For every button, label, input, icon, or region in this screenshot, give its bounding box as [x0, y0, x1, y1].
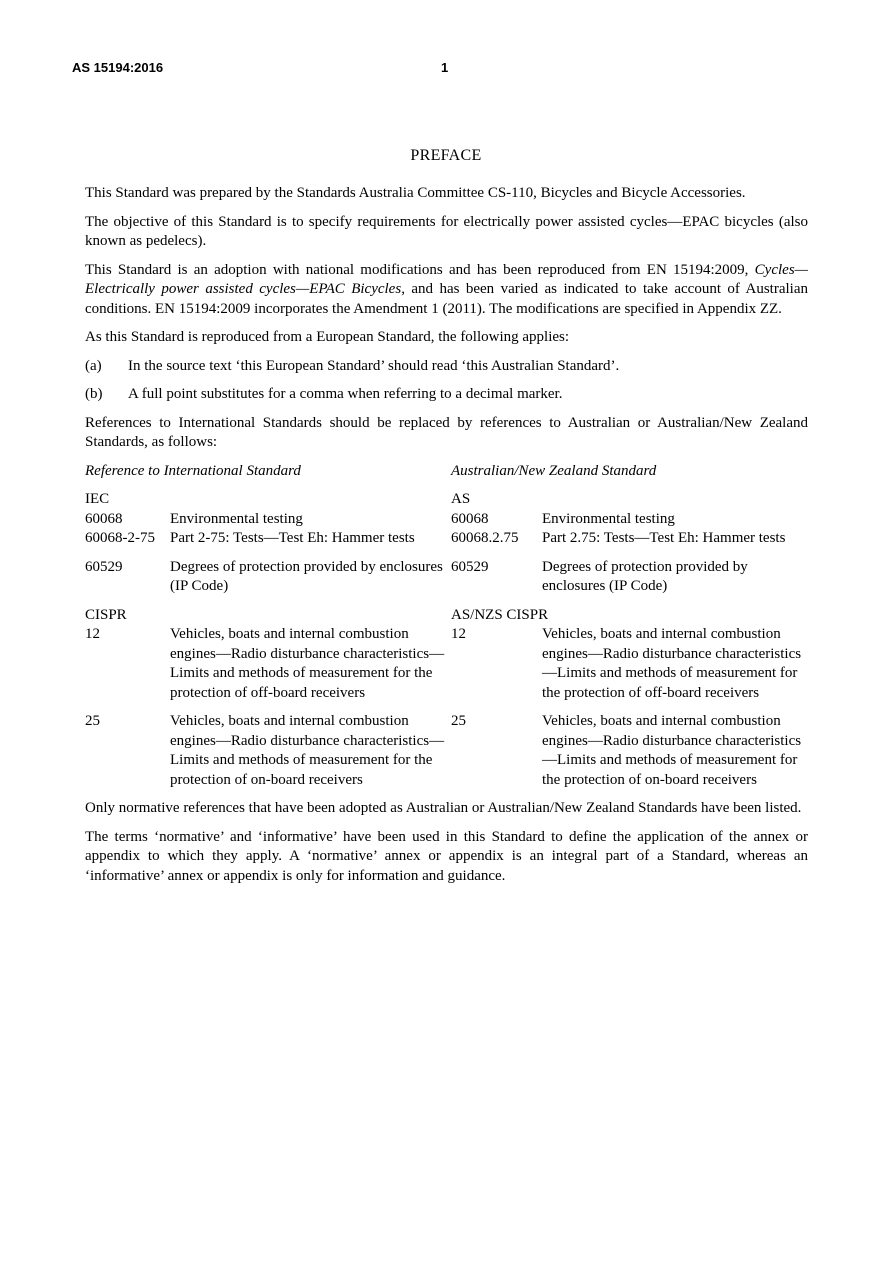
- intl-code: 60068-2-75: [85, 530, 155, 546]
- org-australian-cispr: AS/NZS CISPR: [451, 606, 549, 623]
- intl-desc: Vehicles, boats and internal combustion engines—Radio disturbance characteristics—Limits and methods of measurement for the protection of on-board receivers: [170, 713, 445, 788]
- adoption-text-start: This Standard is an adoption with national modifications and has been reproduced from EN 15194:2009,: [85, 261, 755, 278]
- intl-desc: Degrees of protection provided by enclosures (IP Code): [170, 558, 443, 594]
- paragraph-terms: The terms ‘normative’ and ‘informative’ have been used in this Standard to define the application of the annex or appendix to which they apply. A ‘normative’ annex or appendix is an integral part of a Standard, whereas an ‘informative’ annex or appendix is only for information and guidance.: [85, 828, 808, 884]
- org-row: [85, 606, 808, 626]
- list-item: [85, 385, 808, 405]
- table-row: [85, 558, 808, 597]
- document-body: [85, 184, 808, 895]
- intl-desc: Part 2-75: Tests—Test Eh: Hammer tests: [170, 530, 415, 546]
- page-number: 1: [441, 60, 449, 75]
- paragraph-committee: This Standard was prepared by the Standards Australia Committee CS-110, Bicycles and Bicycle Accessories.: [85, 185, 746, 201]
- aus-code: 25: [451, 713, 466, 729]
- aus-desc: Part 2.75: Tests—Test Eh: Hammer tests: [542, 530, 786, 546]
- table-row: [85, 712, 808, 790]
- aus-desc: Vehicles, boats and internal combustion engines—Radio disturbance characteristics—Limits and methods of measurement for the protection of on-board receivers: [542, 713, 802, 788]
- paragraph-objective: The objective of this Standard is to specify requirements for electrically power assisted cycles—EPAC bicycles (also known as pedelecs).: [85, 213, 808, 249]
- intl-code: 60529: [85, 558, 123, 575]
- intl-desc: Vehicles, boats and internal combustion engines—Radio disturbance characteristics—Limits and methods of measurement for the protection of off-board receivers: [170, 626, 445, 701]
- header-international: Reference to International Standard: [85, 462, 301, 479]
- table-row: [85, 510, 808, 530]
- source-standard-title: Cycles—Electrically power assisted cycles—EPAC Bicycles: [85, 261, 808, 297]
- document-code: AS 15194:2016: [72, 60, 164, 75]
- header-australian: Australian/New Zealand Standard: [451, 462, 657, 479]
- paragraph-references: References to International Standards should be replaced by references to Australian or Australian/New Zealand Standards, as follows:: [85, 414, 808, 450]
- table-row: [85, 529, 808, 549]
- list-item-label: (b): [85, 386, 103, 402]
- aus-code: 12: [451, 626, 466, 642]
- list-item-text: In the source text ‘this European Standard’ should read ‘this Australian Standard’.: [128, 357, 620, 374]
- paragraph-normative-listed: Only normative references that have been adopted as Australian or Australian/New Zealand Standards have been listed.: [85, 800, 802, 816]
- aus-desc: Degrees of protection provided by enclosures (IP Code): [542, 558, 748, 594]
- intl-code: 25: [85, 713, 100, 729]
- reference-table-header: [85, 462, 808, 482]
- intl-code: 60068: [85, 510, 123, 527]
- list-item-text: A full point substitutes for a comma when referring to a decimal marker.: [128, 386, 563, 402]
- intl-desc: Environmental testing: [170, 510, 303, 527]
- list-item: [85, 357, 808, 377]
- intl-code: 12: [85, 626, 100, 642]
- org-australian-as: AS: [451, 491, 471, 507]
- adoption-text-end: , and has been varied as indicated to take account of Australian conditions. EN 15194:2009 incorporates the Amendment 1 (2011). The modifications are specified in Appendix ZZ.: [85, 281, 808, 317]
- aus-code: 60068: [451, 510, 489, 527]
- aus-code: 60068.2.75: [451, 530, 519, 546]
- page-title: PREFACE: [410, 147, 482, 164]
- aus-desc: Environmental testing: [542, 510, 675, 527]
- reference-table: [85, 462, 808, 791]
- aus-desc: Vehicles, boats and internal combustion engines—Radio disturbance characteristics—Limits and methods of measurement for the protection of off-board receivers: [542, 626, 802, 701]
- paragraph-applies: As this Standard is reproduced from a European Standard, the following applies:: [85, 329, 570, 345]
- org-international-cispr: CISPR: [85, 606, 127, 623]
- aus-code: 60529: [451, 558, 489, 575]
- org-international-iec: IEC: [85, 491, 110, 507]
- org-row: [85, 490, 808, 510]
- paragraph-adoption: [85, 261, 808, 320]
- table-row: [85, 625, 808, 703]
- list-item-label: (a): [85, 357, 102, 374]
